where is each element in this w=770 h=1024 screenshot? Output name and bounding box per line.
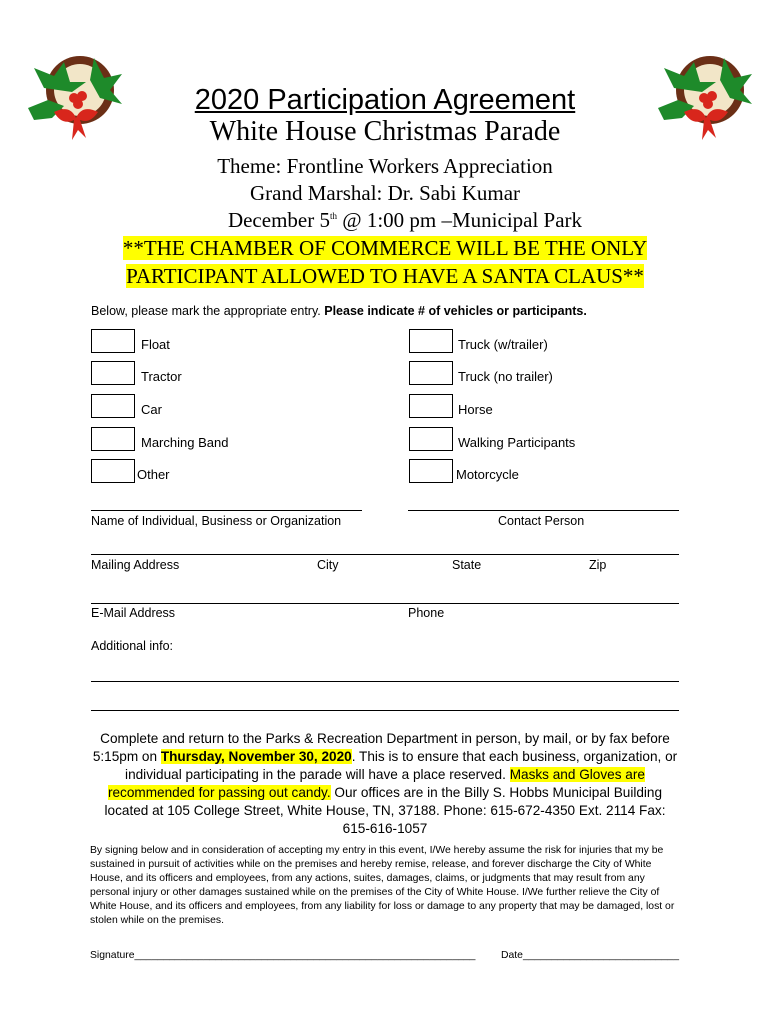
marching-band-count-box[interactable] — [91, 427, 135, 451]
theme-line: Theme: Frontline Workers Appreciation — [217, 154, 553, 178]
contact-field-label: Contact Person — [498, 514, 585, 528]
event-date-prefix: December 5 — [227, 208, 330, 232]
office-contact-text: Our offices are in the Billy S. Hobbs Municipal Building located at 105 College Street, White House, TN, 37188. Phone: 615-672-4350 Ext. 2114 Fax: 615-616-1057 — [104, 785, 666, 836]
phone-label: Phone — [408, 606, 445, 620]
additional-info-line-1[interactable] — [91, 681, 679, 682]
deadline-highlight: Thursday, November 30, 2020 — [160, 749, 352, 764]
return-instructions — [90, 730, 680, 838]
zip-label: Zip — [589, 558, 607, 572]
city-label: City — [317, 558, 339, 572]
liability-release: By signing below and in consideration of accepting my entry in this event, I/We hereby assume the risk for injuries that my be sustained in pursuit of activities while on the premises and hereby remise, release, and forever discharge the City of White House, and its officers and employees, from any actions, suites, damages, claims, or judgments that may result from any personal injury or other damages sustained while on the premises of the City of White House. I/We further relieve the City of White House, and its officers and employees, from any liability for loss or damage to any property that may be damaged, lost or stolen while on the premises. — [90, 845, 675, 926]
additional-info-line-2[interactable] — [91, 710, 679, 711]
car-count-box[interactable] — [91, 394, 135, 418]
walking-participants-count-box[interactable] — [409, 427, 453, 451]
event-date-line — [20, 208, 770, 233]
event-date-suffix-ordinal: th — [329, 211, 337, 221]
email-label: E-Mail Address — [91, 606, 176, 620]
grand-marshal-line: Grand Marshal: Dr. Sabi Kumar — [249, 181, 521, 205]
masks-gloves-highlight: Masks and Gloves are recommended for passing out candy. — [107, 767, 645, 800]
state-label: State — [452, 558, 482, 572]
return-instructions-text: Complete and return to the Parks & Recreation Department in person, by mail, or by fax before 5:15pm on — [92, 731, 670, 764]
santa-warning — [95, 234, 675, 290]
other-count-box[interactable] — [91, 459, 135, 483]
other-label: Other — [137, 467, 170, 482]
motorcycle-count-box[interactable] — [409, 459, 453, 483]
entry-instructions — [91, 304, 587, 318]
date-label: Date — [501, 950, 523, 961]
truck-with-trailer-label: Truck (w/trailer) — [458, 337, 548, 352]
page-title: 2020 Participation Agreement — [194, 84, 576, 116]
address-field-line[interactable] — [91, 554, 679, 555]
truck-no-trailer-label: Truck (no trailer) — [458, 369, 553, 384]
car-label: Car — [141, 402, 162, 417]
horse-label: Horse — [458, 402, 493, 417]
contact-field-line[interactable] — [408, 510, 679, 511]
name-field-line[interactable] — [91, 510, 362, 511]
page-subtitle: White House Christmas Parade — [209, 116, 561, 147]
event-date-time-location: @ 1:00 pm –Municipal Park — [336, 208, 583, 232]
float-count-box[interactable] — [91, 329, 135, 353]
signature-line: ___________________________________________________________ — [134, 950, 476, 961]
date-line: ___________________________ — [522, 950, 679, 961]
walking-participants-label: Walking Participants — [458, 435, 576, 450]
tractor-label: Tractor — [141, 369, 182, 384]
entry-instructions-bold: Please indicate # of vehicles or participants. — [324, 304, 587, 318]
date-field[interactable] — [501, 950, 679, 961]
return-instructions-text-2: . This is to ensure that each business, organization, or individual participating in the parade will have a place reserved. — [125, 749, 678, 782]
truck-no-trailer-count-box[interactable] — [409, 361, 453, 385]
horse-count-box[interactable] — [409, 394, 453, 418]
name-field-label: Name of Individual, Business or Organization — [91, 514, 342, 528]
santa-warning-line2: PARTICIPANT ALLOWED TO HAVE A SANTA CLAUS** — [126, 264, 644, 288]
signature-field[interactable] — [90, 950, 475, 961]
float-label: Float — [141, 337, 170, 352]
mailing-address-label: Mailing Address — [91, 558, 180, 572]
email-phone-field-line[interactable] — [91, 603, 679, 604]
santa-warning-line1: **THE CHAMBER OF COMMERCE WILL BE THE ONLY — [122, 236, 648, 260]
motorcycle-label: Motorcycle — [456, 467, 519, 482]
truck-with-trailer-count-box[interactable] — [409, 329, 453, 353]
marching-band-label: Marching Band — [141, 435, 229, 450]
signature-label: Signature — [90, 950, 135, 961]
tractor-count-box[interactable] — [91, 361, 135, 385]
additional-info-label: Additional info: — [91, 639, 174, 653]
entry-instructions-text: Below, please mark the appropriate entry. — [91, 304, 325, 318]
